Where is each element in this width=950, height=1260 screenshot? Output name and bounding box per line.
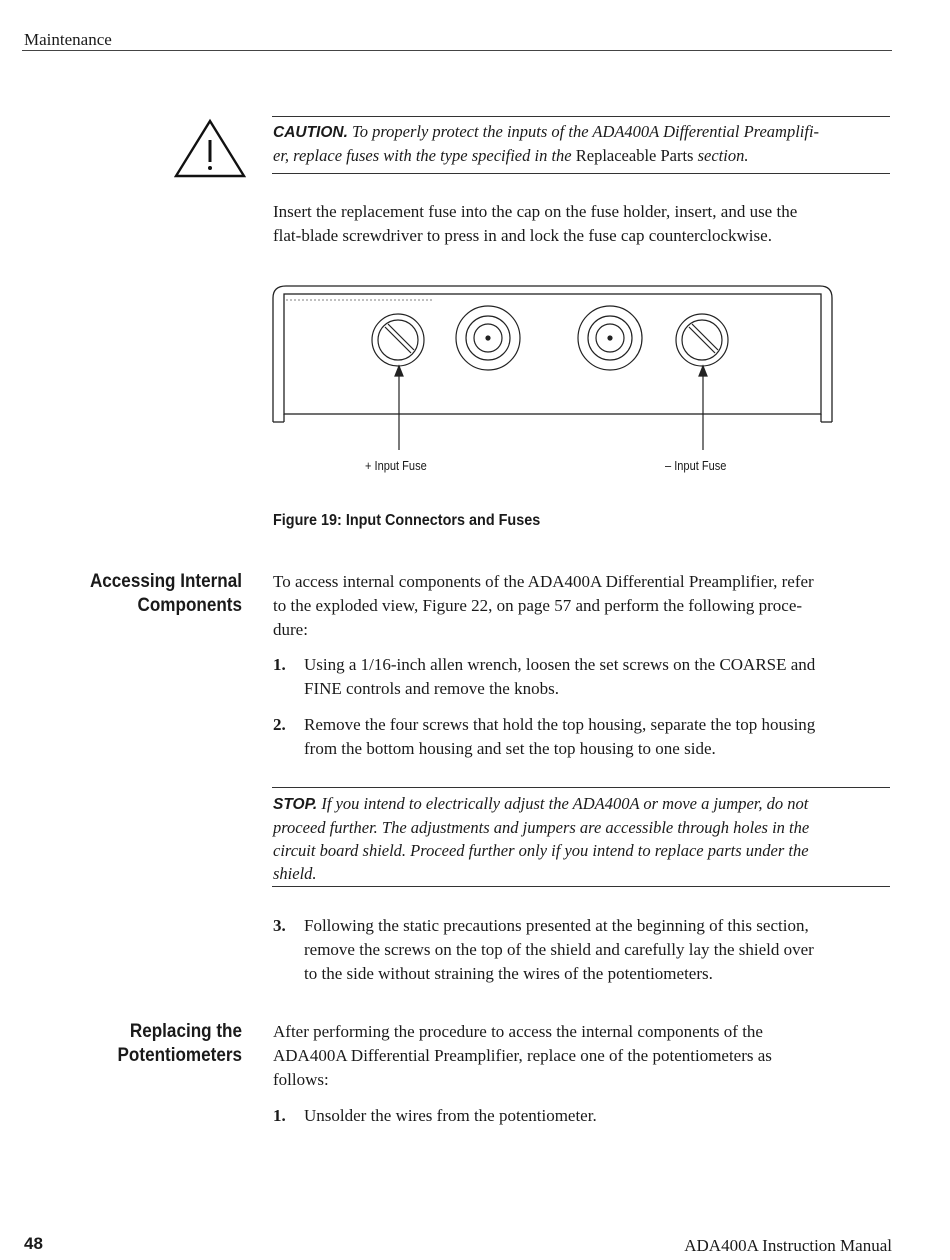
caution-text-3: section.	[693, 146, 749, 165]
warning-triangle-icon	[174, 118, 246, 180]
step-number: 2.	[273, 715, 286, 734]
minus-input-fuse-icon	[676, 314, 728, 366]
step-number: 1.	[273, 1106, 286, 1125]
step-number: 1.	[273, 655, 286, 674]
accessing-intro-line-1: To access internal components of the ADA400A Differential Preamplifier, refer	[273, 572, 814, 591]
replacing-intro-line-1: After performing the procedure to access the internal components of the	[273, 1022, 763, 1041]
replacing-heading-line-2: Potentiometers	[117, 1045, 242, 1066]
plus-input-fuse-icon	[372, 314, 424, 366]
manual-title: ADA400A Instruction Manual	[684, 1236, 892, 1255]
replacing-step-1-text: Unsolder the wires from the potentiometer.	[304, 1106, 597, 1125]
stop-bottom-rule	[272, 886, 890, 887]
stop-line-1: If you intend to electrically adjust the ADA400A or move a jumper, do not	[317, 794, 809, 813]
caution-lead: CAUTION.	[273, 124, 348, 141]
accessing-heading-line-2: Components	[137, 595, 242, 616]
input-connectors-fuses-figure	[272, 280, 834, 480]
replacing-heading-line-1: Replacing the	[129, 1021, 242, 1042]
plus-input-fuse-label: + Input Fuse	[365, 458, 427, 473]
step-1-line-1: Using a 1/16-inch allen wrench, loosen the set screws on the COARSE and	[304, 655, 816, 674]
stop-line-2: proceed further. The adjustments and jumpers are accessible through holes in the	[273, 818, 810, 837]
accessing-intro-line-2: to the exploded view, Figure 22, on page 57 and perform the following proce-	[273, 596, 803, 615]
page-number: 48	[24, 1234, 43, 1253]
stop-lead: STOP.	[273, 796, 318, 813]
caution-text-2: er, replace fuses with the type specified in the	[273, 146, 576, 165]
accessing-step-1	[273, 653, 893, 703]
accessing-internal-components-heading	[35, 570, 242, 618]
replacing-intro-paragraph	[273, 1020, 893, 1092]
figure-caption: Figure 19: Input Connectors and Fuses	[273, 512, 541, 529]
stop-notice	[273, 792, 893, 885]
input-connector-1-icon	[456, 306, 520, 370]
replacing-intro-line-2: ADA400A Differential Preamplifier, replace one of the potentiometers as	[273, 1046, 772, 1065]
step-3-line-3: to the side without straining the wires of the potentiometers.	[304, 964, 713, 983]
step-2-line-2: from the bottom housing and set the top housing to one side.	[304, 739, 716, 758]
caution-bottom-rule	[272, 173, 890, 174]
replacing-step-1	[273, 1104, 893, 1130]
caution-parts-ref: Replaceable Parts	[575, 146, 694, 165]
insert-line-1: Insert the replacement fuse into the cap on the fuse holder, insert, and use the	[273, 202, 798, 221]
insert-line-2: flat-blade screwdriver to press in and lock the fuse cap counterclockwise.	[273, 226, 772, 245]
stop-top-rule	[272, 787, 890, 788]
caution-notice	[273, 120, 891, 167]
caution-top-rule	[272, 116, 890, 117]
header-rule	[22, 50, 892, 51]
step-1-line-2: FINE controls and remove the knobs.	[304, 679, 559, 698]
replacing-intro-line-3: follows:	[273, 1070, 329, 1089]
accessing-step-2	[273, 713, 893, 763]
running-header: Maintenance	[24, 30, 112, 49]
minus-input-fuse-label: – Input Fuse	[665, 458, 727, 473]
caution-text-1: To properly protect the inputs of the ADA400A Differential Preamplifi-	[347, 122, 820, 141]
accessing-step-3	[273, 914, 893, 989]
stop-line-3: circuit board shield. Proceed further only if you intend to replace parts under the	[273, 841, 809, 860]
stop-line-4: shield.	[273, 864, 317, 883]
accessing-intro-line-3: dure:	[273, 620, 308, 639]
step-2-line-1: Remove the four screws that hold the top housing, separate the top housing	[304, 715, 816, 734]
accessing-heading-line-1: Accessing Internal	[89, 571, 242, 592]
step-number: 3.	[273, 916, 286, 935]
replacing-potentiometers-heading	[35, 1020, 242, 1068]
input-connector-2-icon	[578, 306, 642, 370]
accessing-intro-paragraph	[273, 570, 893, 642]
step-3-line-2: remove the screws on the top of the shield and carefully lay the shield over	[304, 940, 814, 959]
insert-fuse-paragraph	[273, 200, 893, 248]
step-3-line-1: Following the static precautions presented at the beginning of this section,	[304, 916, 809, 935]
